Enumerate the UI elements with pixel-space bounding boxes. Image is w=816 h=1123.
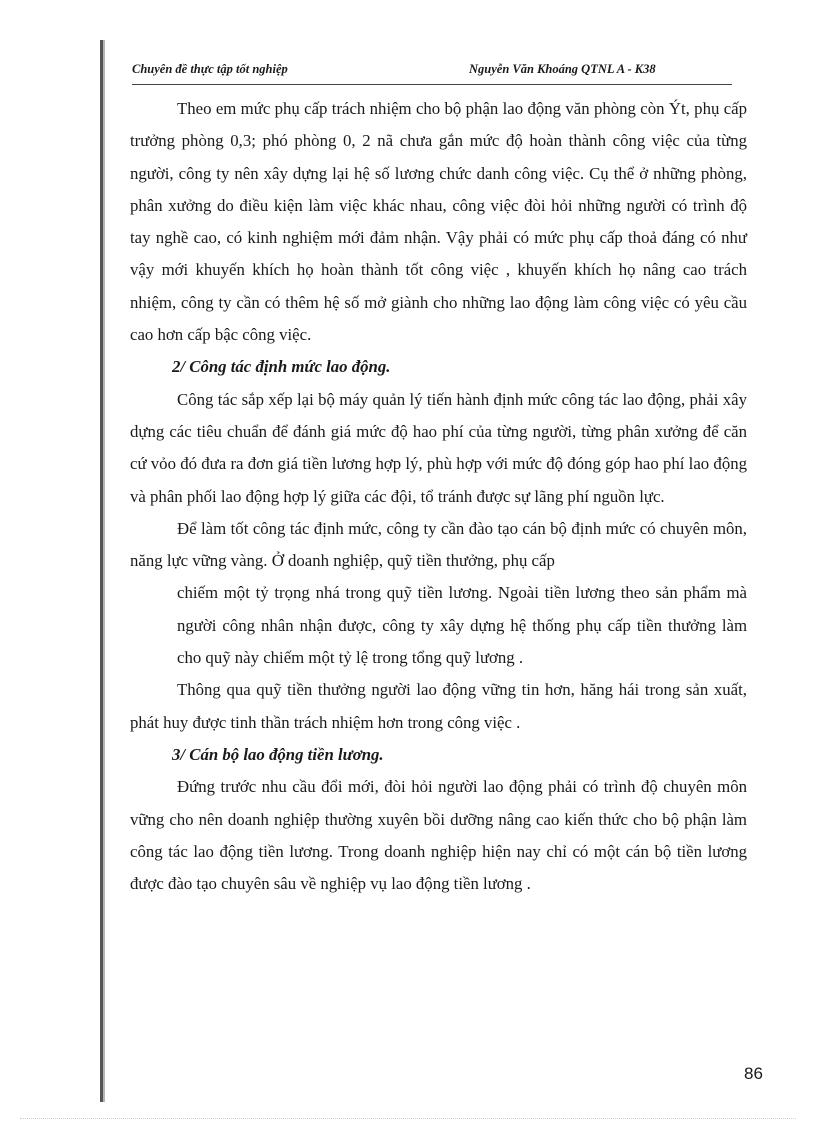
page-body xyxy=(130,93,747,900)
section-heading-norms: 2/ Công tác định mức lao động. xyxy=(172,357,391,377)
paragraph-allowance: Theo em mức phụ cấp trách nhiệm cho bộ phận lao động văn phòng còn Ýt, phụ cấp trưởng phòng 0,3; phó phòng 0, 2 nã chưa gắn mức độ hoàn thành công việc của từng người, công ty nên xây dựng lại hệ số lương chức danh công việc. Cụ thể ở những phòng, phân xưởng do điều kiện làm việc khác nhau, công việc đòi hỏi những người có trình độ tay nghề cao, có kinh nghiệm mới đảm nhận. Vậy phải có mức phụ cấp thoả đáng có như vậy mới khuyến khích họ hoàn thành tốt công việc , khuyến khích họ nâng cao trách nhiệm, công ty cần có thêm hệ số mở giành cho những lao động làm công việc có yêu cầu cao hơn cấp bậc công việc. xyxy=(130,99,747,345)
section-heading-wage-staff: 3/ Cán bộ lao động tiền lương. xyxy=(172,744,384,764)
header-document-title: Chuyên đề thực tập tốt nghiệp xyxy=(132,62,288,76)
header-author: Nguyễn Văn Khoáng QTNL A - K38 xyxy=(469,62,656,76)
paragraph-norm-staff: Để làm tốt công tác định mức, công ty cần đào tạo cán bộ định mức có chuyên môn, năng lực vững vàng. Ở doanh nghiệp, quỹ tiền thưởng, phụ cấp xyxy=(130,518,747,571)
paragraph-wage-staff: Đứng trước nhu cầu đổi mới, đòi hỏi người lao động phải có trình độ chuyên môn vững cho nên doanh nghiệp thường xuyên bồi dưỡng nâng cao kiến thức cho bộ phận làm công tác lao động tiền lương. Trong doanh nghiệp hiện nay chỉ có một cán bộ tiền lương được đào tạo chuyên sâu về nghiệp vụ lao động tiền lương . xyxy=(130,777,747,894)
page-bottom-dotted-line xyxy=(20,1118,796,1119)
paragraph-bonus-effect: Thông qua quỹ tiền thưởng người lao động vững tin hơn, hăng hái trong sản xuất, phát huy được tinh thần trách nhiệm hơn trong công việc . xyxy=(130,680,747,732)
paragraph-bonus-fund: chiếm một tỷ trọng nhá trong quỹ tiền lương. Ngoài tiền lương theo sản phẩm mà người công nhân nhận được, công ty xây dựng hệ thống phụ cấp tiền thưởng làm cho quỹ này chiếm một tỷ lệ trong tổng quỹ lương . xyxy=(177,583,747,668)
paragraph-norms: Công tác sắp xếp lại bộ máy quản lý tiến hành định mức công tác lao động, phải xây dựng các tiêu chuẩn để đánh giá mức độ hao phí của từng người, từng phân xưởng để căn cứ vỏo đó đưa ra đơn giá tiền lương hợp lý, phù hợp với mức độ đóng góp hao phí lao động và phân phối lao động hợp lý giữa các đội, tổ tránh được sự lãng phí nguồn lực. xyxy=(130,389,747,506)
page-left-border xyxy=(100,40,105,1102)
page-header xyxy=(132,60,732,85)
page-number: 86 xyxy=(744,1064,763,1083)
